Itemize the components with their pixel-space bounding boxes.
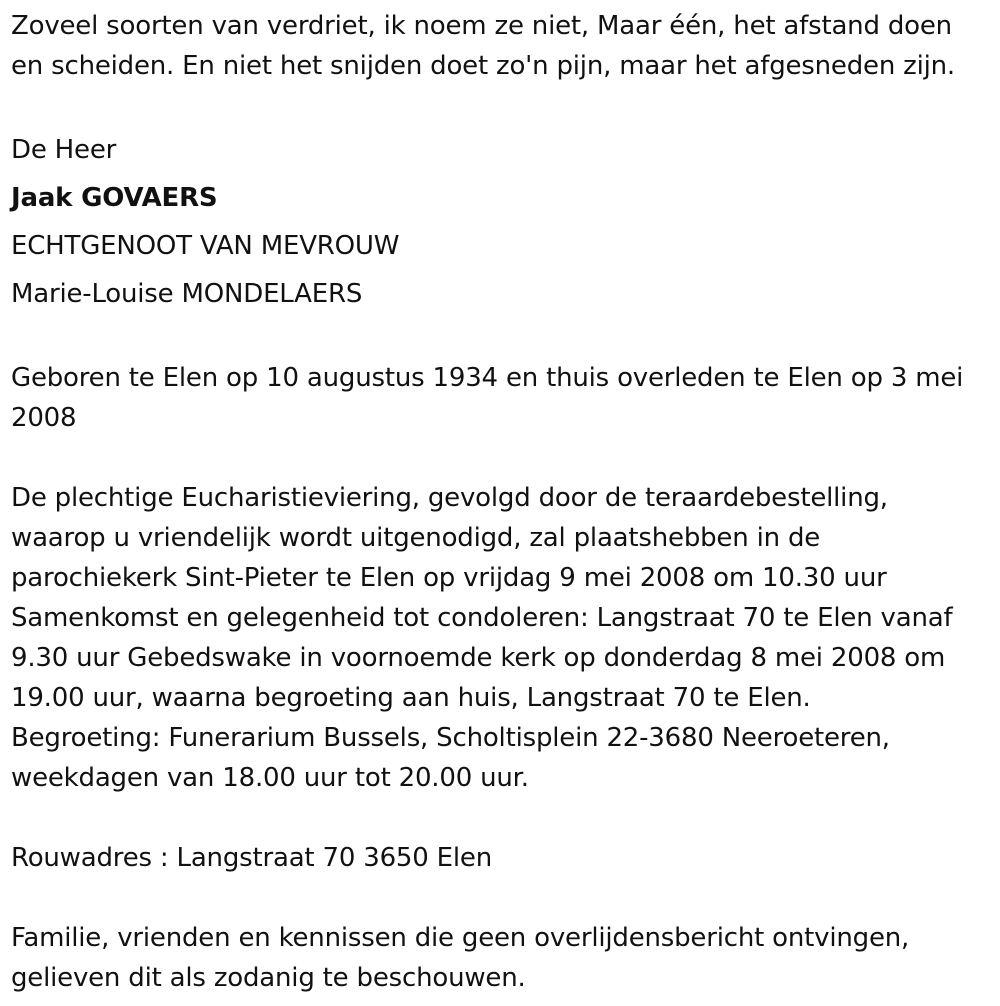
ceremony-line: 9.30 uur Gebedswake in voornoemde kerk op donderdag 8 mei 2008 om — [11, 643, 946, 673]
birth-death-paragraph — [11, 348, 996, 438]
ceremony-line: parochiekerk Sint-Pieter te Elen op vrijdag 9 mei 2008 om 10.30 uur — [11, 563, 887, 593]
birth-death-line: Geboren te Elen op 10 augustus 1934 en thuis overleden te Elen op 3 mei — [11, 363, 964, 393]
spouse-name: Marie-Louise MONDELAERS — [11, 279, 363, 309]
ceremony-line: waarop u vriendelijk wordt uitgenodigd, zal plaatshebben in de — [11, 523, 821, 553]
closing-line: gelieven dit als zodanig te beschouwen. — [11, 963, 526, 993]
ceremony-paragraph — [11, 478, 996, 798]
honorific: De Heer — [11, 135, 117, 165]
motto-line: Zoveel soorten van verdriet, ik noem ze niet, Maar één, het afstand doen — [11, 11, 952, 41]
deceased-block — [11, 126, 996, 318]
motto-line: en scheiden. En niet het snijden doet zo'n pijn, maar het afgesneden zijn. — [11, 51, 956, 81]
birth-death-line: 2008 — [11, 403, 77, 433]
ceremony-line: weekdagen van 18.00 uur tot 20.00 uur. — [11, 763, 529, 793]
closing-line: Familie, vrienden en kennissen die geen overlijdensbericht ontvingen, — [11, 923, 910, 953]
mourning-address — [11, 838, 996, 878]
death-notice — [11, 0, 996, 998]
closing-paragraph — [11, 918, 996, 998]
motto-paragraph — [11, 0, 996, 86]
relation-label: ECHTGENOOT VAN MEVROUW — [11, 231, 400, 261]
ceremony-line: Samenkomst en gelegenheid tot condoleren: Langstraat 70 te Elen vanaf — [11, 603, 953, 633]
ceremony-line: Begroeting: Funerarium Bussels, Scholtisplein 22-3680 Neeroeteren, — [11, 723, 890, 753]
mourning-address-line: Rouwadres : Langstraat 70 3650 Elen — [11, 843, 492, 873]
ceremony-line: De plechtige Eucharistieviering, gevolgd door de teraardebestelling, — [11, 483, 888, 513]
deceased-name: Jaak GOVAERS — [11, 183, 218, 213]
ceremony-line: 19.00 uur, waarna begroeting aan huis, Langstraat 70 te Elen. — [11, 683, 811, 713]
